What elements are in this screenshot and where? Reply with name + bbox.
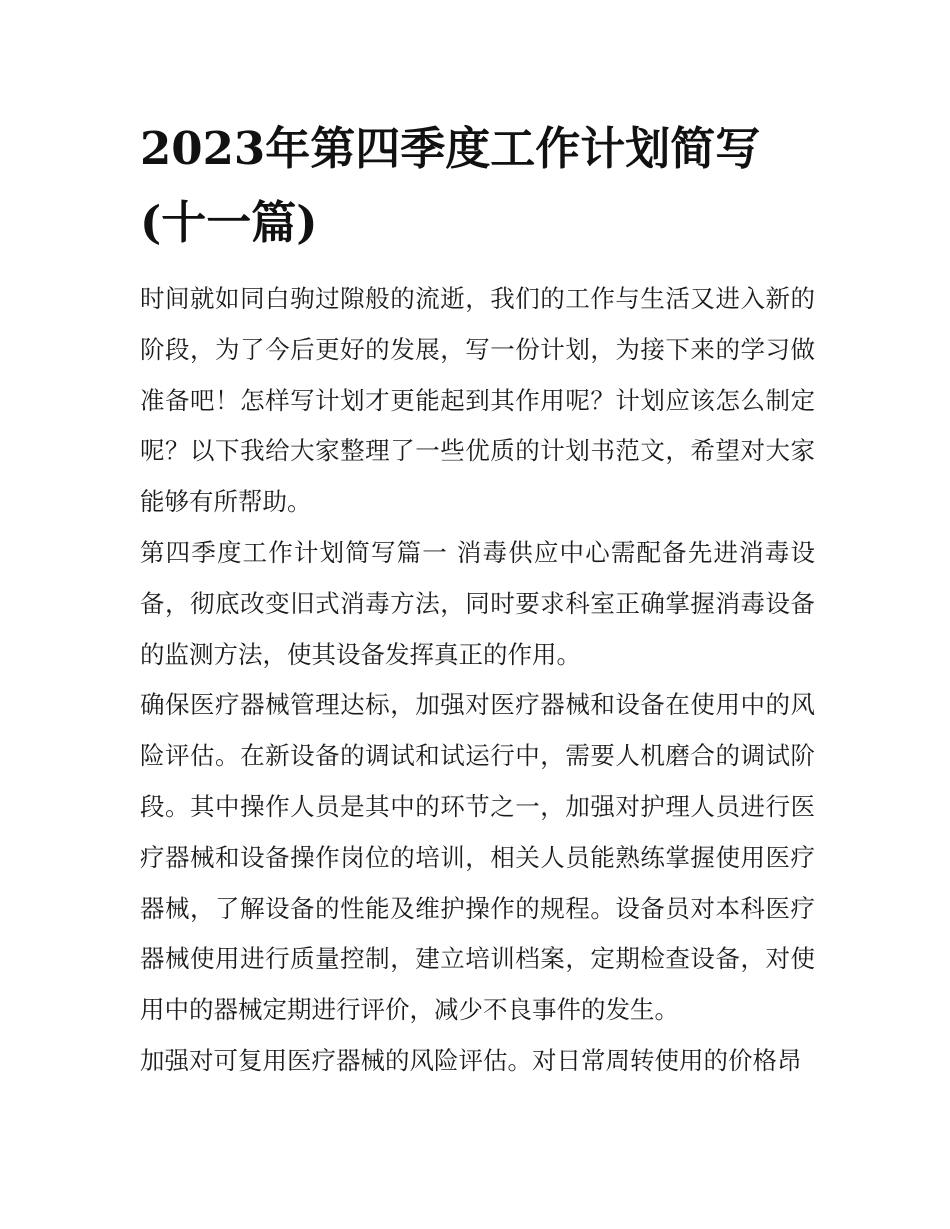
paragraph-intro: 时间就如同白驹过隙般的流逝，我们的工作与生活又进入新的阶段，为了今后更好的发展，写一份计划，为接下来的学习做准备吧！怎样写计划才更能起到其作用呢？计划应该怎么制定呢？以下我给大家整理了一些优质的计划书范文，希望对大家能够有所帮助。 — [140, 284, 815, 517]
paragraph-device-management: 确保医疗器械管理达标，加强对医疗器械和设备在使用中的风险评估。在新设备的调试和试运行中，需要人机磨合的调试阶段。其中操作人员是其中的环节之一，加强对护理人员进行医疗器械和设备操作岗位的培训，相关人员能熟练掌握使用医疗器械，了解设备的性能及维护操作的规程。设备员对本科医疗器械使用进行质量控制，建立培训档案，定期检查设备，对使用中的器械定期进行评价，减少不良事件的发生。 — [140, 690, 815, 1025]
document-title: 2023年第四季度工作计划简写(十一篇) — [140, 122, 761, 249]
paragraph-section-one: 第四季度工作计划简写篇一 消毒供应中心需配备先进消毒设备，彻底改变旧式消毒方法，同时要求科室正确掌握消毒设备的监测方法，使其设备发挥真正的作用。 — [140, 537, 815, 669]
paragraph-reusable-devices: 加强对可复用医疗器械的风险评估。对日常周转使用的价格昂 — [140, 1045, 802, 1075]
